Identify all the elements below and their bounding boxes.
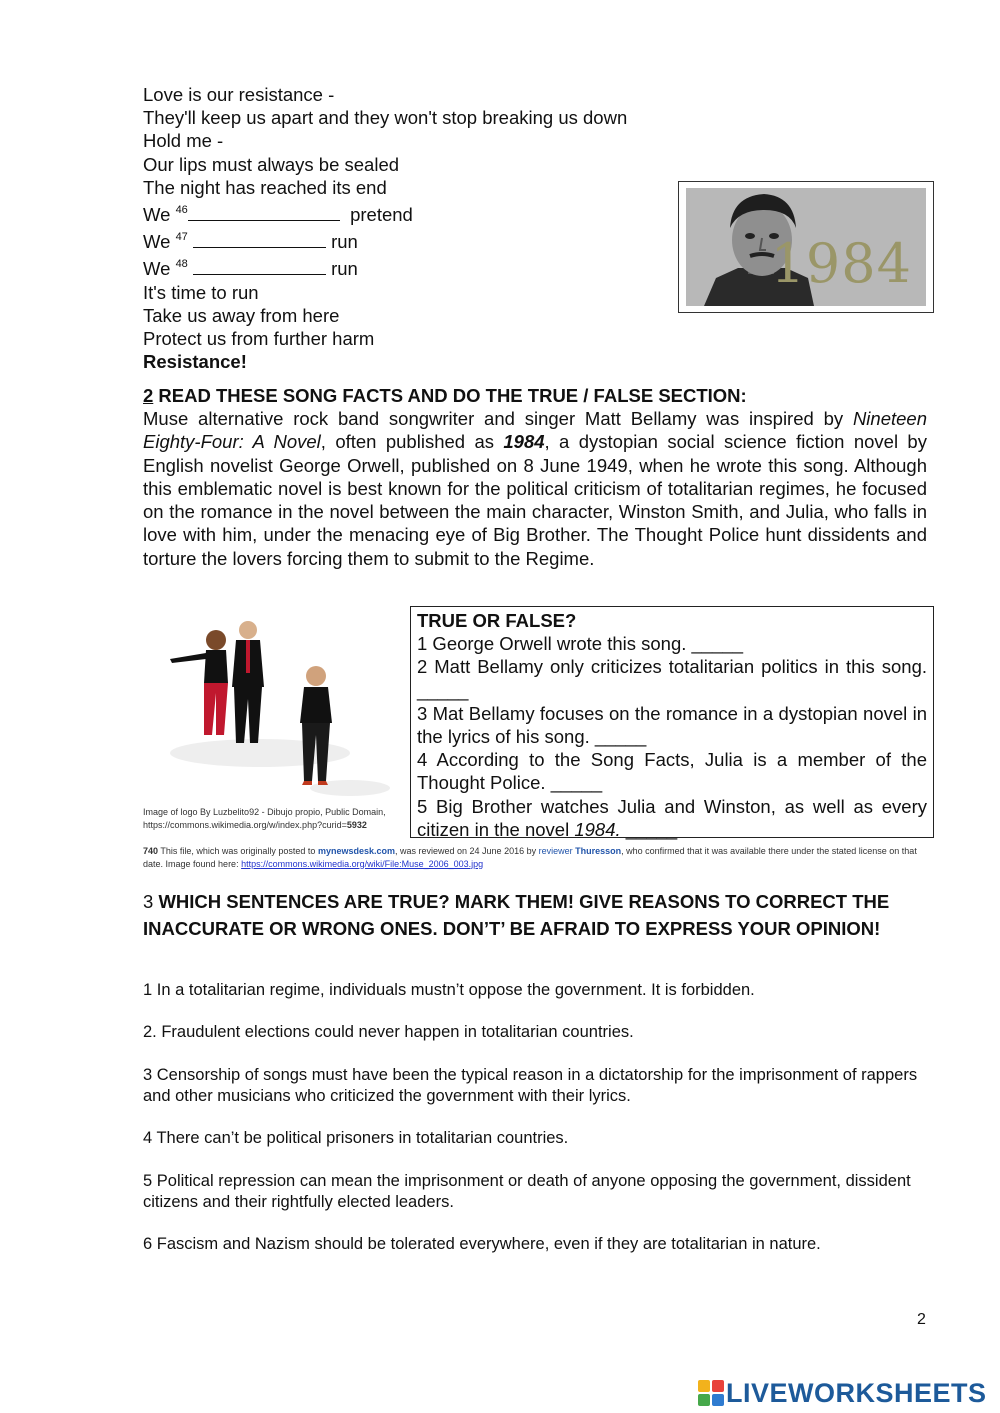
tf-question[interactable]: 5 Big Brother watches Julia and Winston, as well as every citizen in the novel 1984. _____ [417, 795, 927, 840]
answer-blank-48[interactable] [193, 260, 326, 275]
lyric-line: Resistance! [143, 351, 247, 373]
true-false-box [410, 606, 934, 838]
lyric-gap-48: We $^{48}$ run [143, 258, 358, 280]
section3-heading: 3 WHICH SENTENCES ARE TRUE? MARK THEM! GIVE REASONS TO CORRECT THE INACCURATE OR WRONG ONES. DON’T’ BE AFRAID TO EXPRESS YOUR OPINION! [143, 891, 890, 939]
lyric-gap-46: We $^{46}$ pretend [143, 204, 413, 226]
gap-number: 48 [175, 258, 188, 271]
true-false-title: TRUE OR FALSE? [417, 610, 577, 631]
book-year: 1984 [770, 232, 912, 295]
statement-4[interactable]: 4 There can’t be political prisoners in totalitarian countries. [143, 1129, 569, 1147]
orwell-1984-image [678, 181, 934, 313]
lyric-line: Take us away from here [143, 304, 340, 326]
answer-blank-46[interactable] [188, 206, 340, 221]
liveworksheets-icon [698, 1380, 724, 1406]
image-source-link[interactable]: https://commons.wikimedia.org/wiki/File:Muse_2006_003.jpg [241, 858, 484, 869]
gap-number: 47 [175, 231, 188, 244]
liveworksheets-logo: LIVEWORKSHEETS [698, 1378, 987, 1409]
statement-6[interactable]: 6 Fascism and Nazism should be tolerated everywhere, even if they are totalitarian in nature. [143, 1235, 821, 1253]
lyric-line: Protect us from further harm [143, 328, 375, 350]
lyric-line: It's time to run [143, 281, 259, 303]
statement-3[interactable]: 3 Censorship of songs must have been the typical reason in a dictatorship for the imprisonment of rappers and other musicians who criticized the government with their lyrics. [143, 1066, 918, 1105]
section2-heading: 2 READ THESE SONG FACTS AND DO THE TRUE / FALSE SECTION: [143, 385, 747, 406]
image-credit: Image of logo By Luzbelito92 - Dibujo propio, Public Domain, https://commons.wikimedia.org/w/index.php?curid=5932 [143, 807, 386, 830]
answer-blank-47[interactable] [193, 233, 326, 248]
lyric-line: The night has reached its end [143, 176, 387, 198]
statement-1[interactable]: 1 In a totalitarian regime, individuals mustn’t oppose the government. It is forbidden. [143, 981, 755, 999]
lyric-line: Our lips must always be sealed [143, 153, 400, 175]
tf-question[interactable]: 2 Matt Bellamy only criticizes totalitarian politics in this song. _____ [417, 656, 927, 701]
tf-question[interactable]: 3 Mat Bellamy focuses on the romance in a dystopian novel in the lyrics of his song. _____ [417, 702, 927, 748]
tf-question[interactable]: 4 According to the Song Facts, Julia is a member of the Thought Police. _____ [417, 749, 927, 794]
image-credit-2: 740 This file, which was originally posted to mynewsdesk.com, was reviewed on 24 June 2016 by reviewer Thuresson, who confirmed that it was available there under the stated license on that date. Image found here: https://commons.wikimedia.org/wiki/File:Muse_2006_003.jpg [143, 846, 917, 869]
lyric-gap-47: We $^{47}$ run [143, 231, 358, 253]
song-lyrics [143, 83, 627, 373]
lyric-line: They'll keep us apart and they won't stop breaking us down [143, 107, 628, 129]
band-photo [150, 613, 400, 803]
statement-2[interactable]: 2. Fraudulent elections could never happen in totalitarian countries. [143, 1023, 634, 1041]
gap-number: 46 [175, 204, 188, 217]
page-number: 2 [917, 1311, 926, 1328]
lyric-line: Hold me - [143, 130, 224, 152]
statement-5[interactable]: 5 Political repression can mean the imprisonment or death of anyone opposing the government, dissident citizens and their rightfully elected leaders. [143, 1172, 911, 1211]
tf-question[interactable]: 1 George Orwell wrote this song. _____ [417, 633, 743, 655]
song-facts-paragraph: Muse alternative rock band songwriter and singer Matt Bellamy was inspired by Nineteen Eighty-Four: A Novel, often published as 1984, a dystopian social science fiction novel by English novelist George Orwell, published on 8 June 1949, when he wrote this song. Although this emblematic novel is best known for the political criticism of totalitarian regimes, he focused on the romance in the novel between the main character, Winston Smith, and Julia, who falls in love with him, under the menacing eye of Big Brother. The Thought Police hunt dissidents and torture the lovers forcing them to submit to the Regime. [143, 408, 927, 569]
lyric-line: Love is our resistance - [143, 84, 335, 105]
